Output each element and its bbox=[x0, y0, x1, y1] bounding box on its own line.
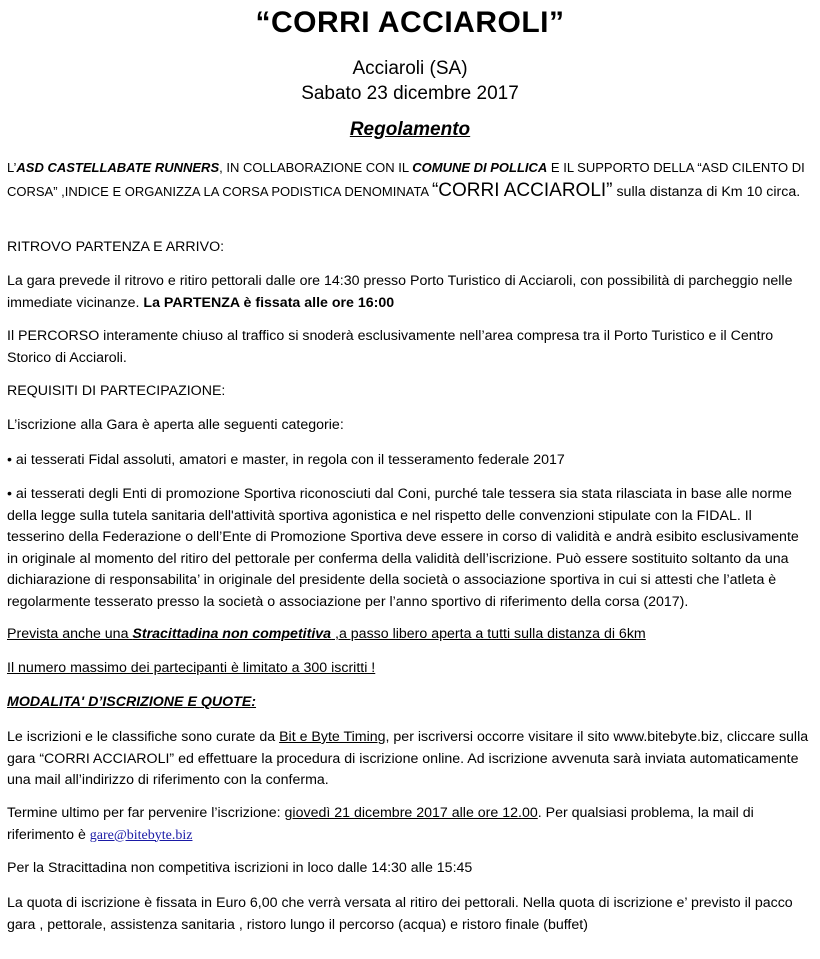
ritrovo-heading: RITROVO PARTENZA E ARRIVO: bbox=[7, 239, 225, 255]
event-location: Acciaroli (SA) bbox=[352, 58, 468, 79]
comune-name: COMUNE DI POLLICA bbox=[412, 160, 548, 175]
category-bullet-fidal: • ai tesserati Fidal assoluti, amatori e master, in regola con il tesseramento federale 2017 bbox=[7, 452, 565, 468]
intro-paragraph bbox=[7, 156, 813, 204]
document-title: “CORRI ACCIAROLI” bbox=[255, 6, 565, 39]
iscrizioni-paragraph bbox=[7, 727, 813, 792]
requisiti-heading: REQUISITI DI PARTECIPAZIONE: bbox=[7, 383, 226, 399]
organizer-name: ASD CASTELLABATE RUNNERS bbox=[16, 160, 220, 175]
termine-text-2: . Per qualsiasi problema, la mail di riferimento è bbox=[7, 805, 754, 843]
bit-e-byte-link[interactable]: Bit e Byte Timing bbox=[279, 729, 386, 745]
intro-text-2: , IN COLLABORAZIONE CON IL bbox=[219, 160, 413, 175]
category-bullet-enti: • ai tesserati degli Enti di promozione Sportiva riconosciuti dal Coni, purché tale tessera sia stata rilasciata in base alle norme della legge sulla tutela sanitaria dell'attività sportiva agonistica e nel rispetto delle convenzioni stipulate con la FIDAL. Il tesserino della Federazione o dell’Ente di Promozione Sportiva deve essere in corso di validità e andrà esibito esclusivamente in originale al momento del ritiro del pettorale per conferma della validità dell’iscrizione. Può essere sostituito soltanto da una dichiarazione di responsabilita’ in originale del presidente della società o associazione sportiva in cui si attesti che l’atleta è regolarmente tesserato presso la società o associazione per l’anno sportivo di riferimento della corsa (2017). bbox=[7, 486, 799, 610]
max-participants-text: Il numero massimo dei partecipanti è limitato a 300 iscritti ! bbox=[7, 660, 376, 676]
deadline-text: giovedì 21 dicembre 2017 alle ore 12.00 bbox=[284, 805, 538, 821]
modalita-heading: MODALITA' D’ISCRIZIONE E QUOTE: bbox=[7, 694, 257, 710]
stracittadina-name: Stracittadina non competitiva bbox=[132, 626, 332, 642]
partenza-time: La PARTENZA è fissata alle ore 16:00 bbox=[143, 294, 395, 311]
termine-text-1: Termine ultimo per far pervenire l’iscrizione: bbox=[7, 805, 285, 821]
iscrizioni-text-2: , per iscriversi occorre visitare il sito www.bitebyte.biz, cliccare sulla gara “CORRI ACCIAROLI” ed effettuare la procedura di iscrizione online. Ad iscrizione avvenuta sarà inviata automaticamente una mail all’indirizzo di riferimento con la conferma. bbox=[7, 729, 809, 788]
intro-text-3: E IL SUPPORTO DELLA “ASD CILENTO DI CORSA” ,INDICE E ORGANIZZA LA CORSA PODISTICA DENOMINATA bbox=[7, 160, 805, 199]
iscrizioni-text-1: Le iscrizioni e le classifiche sono curate da bbox=[7, 729, 280, 745]
stracittadina-text-2: ,a passo libero aperta a tutti sulla distanza di 6km bbox=[331, 626, 646, 642]
stracittadina-iscrizioni-text: Per la Stracittadina non competitiva iscrizioni in loco dalle 14:30 alle 15:45 bbox=[7, 860, 473, 876]
event-date: Sabato 23 dicembre 2017 bbox=[301, 83, 519, 104]
section-title: Regolamento bbox=[349, 119, 471, 140]
quota-paragraph: La quota di iscrizione è fissata in Euro 6,00 che verrà versata al ritiro dei pettorali. Nella quota di iscrizione e’ previsto il pacco gara , pettorale, assistenza sanitaria , ristoro lungo il percorso (acqua) e ristoro finale (buffet) bbox=[7, 895, 793, 933]
stracittadina-text-1: Prevista anche una bbox=[7, 626, 133, 642]
email-link[interactable]: gare@bitebyte.biz bbox=[89, 827, 193, 843]
intro-text-4: sulla distanza di Km 10 circa. bbox=[612, 184, 801, 200]
stracittadina-paragraph bbox=[7, 624, 813, 646]
percorso-paragraph: Il PERCORSO interamente chiuso al traffico si snoderà esclusivamente nell’area compresa tra il Porto Turistico e il Centro Storico di Acciaroli. bbox=[7, 328, 774, 366]
ritrovo-text: La gara prevede il ritrovo e ritiro pettorali dalle ore 14:30 presso Porto Turistico di Acciaroli, con possibilità di parcheggio nelle immediate vicinanze. bbox=[7, 273, 793, 311]
intro-text-1: L’ bbox=[7, 160, 17, 175]
race-name: “CORRI ACCIAROLI” bbox=[431, 180, 613, 201]
termine-paragraph bbox=[7, 803, 813, 846]
ritrovo-paragraph bbox=[7, 271, 813, 314]
iscrizione-aperta-text: L’iscrizione alla Gara è aperta alle seguenti categorie: bbox=[7, 417, 344, 433]
